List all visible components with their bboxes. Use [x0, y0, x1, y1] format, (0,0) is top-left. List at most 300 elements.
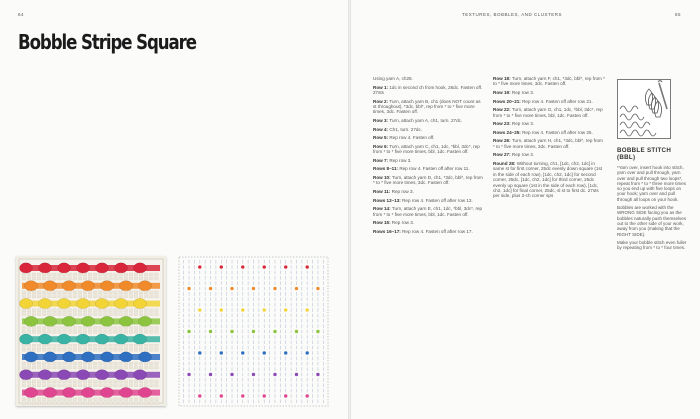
chart-bobble-symbol	[263, 265, 266, 268]
bobble	[20, 334, 33, 344]
stitch	[63, 380, 67, 383]
bobble-square-photo	[16, 256, 166, 406]
stitch	[63, 348, 67, 351]
stitch	[68, 326, 72, 329]
stitch	[78, 398, 82, 401]
stitch	[93, 326, 97, 329]
stitch	[150, 380, 154, 383]
bobble	[20, 263, 33, 273]
stitch	[42, 295, 46, 298]
stitch	[37, 402, 41, 405]
bobble	[96, 370, 109, 380]
stitch	[22, 273, 26, 276]
stitch	[83, 384, 87, 387]
stitch	[134, 366, 138, 369]
instruction-label: Row 18:	[493, 76, 512, 81]
instruction-label: Row 23:	[493, 121, 512, 127]
stitch	[119, 402, 123, 405]
stitch	[114, 362, 118, 365]
stitch	[129, 344, 133, 347]
stitch	[114, 344, 118, 347]
stitch	[104, 398, 108, 401]
stitch	[37, 344, 41, 347]
stitch	[114, 277, 118, 280]
stitch	[73, 273, 77, 276]
stitch	[68, 330, 72, 333]
stitch	[119, 273, 123, 276]
bobble	[39, 263, 52, 273]
stitch	[53, 273, 57, 276]
stitch	[58, 380, 62, 383]
stitch	[104, 348, 108, 351]
instruction-text: Without turning, ch1, [1dc, ch2, 1dc] in same st for first corner, 25dc evenly down square (1st in the side of each row), [1dc, ch2, 1dc] for second corner, 25dc, [1dc, ch2, 1dc] for third corner, 25dc evenly up square (1st in the side of each row), [1dc, ch2, 1dc] for final corner, 25dc, sl st to first dc. 27sts per side, plus 2-ch corner sps	[493, 160, 603, 199]
stitch	[129, 313, 133, 316]
chart-bobble-symbol	[273, 373, 276, 376]
chart-bobble-symbol	[252, 287, 255, 290]
stitch	[88, 273, 92, 276]
instruction-row	[493, 152, 605, 157]
stitch	[37, 313, 41, 316]
chart-bobble-symbol	[198, 351, 201, 354]
instruction-text: Turn, attach yarn D, ch1, *3dc, bbl*, rep from * to * five more times, 3dc. Fasten off.	[373, 174, 483, 186]
bobble	[77, 334, 90, 344]
chart-bobble-symbol	[295, 373, 298, 376]
stitch	[68, 362, 72, 365]
stitch	[32, 277, 36, 280]
instruction-row	[373, 166, 483, 171]
bobble	[58, 263, 71, 273]
stitch	[93, 273, 97, 276]
stitch	[114, 348, 118, 351]
stitch	[22, 326, 26, 329]
stitch	[27, 295, 31, 298]
instruction-text: Rep row 4. Fasten off after row 25.	[522, 129, 593, 135]
instruction-row	[373, 118, 483, 123]
stitch	[73, 398, 77, 401]
stitch	[27, 380, 31, 383]
stitch	[93, 313, 97, 316]
instruction-text: Rep row 3.	[391, 220, 415, 226]
stitch	[32, 291, 36, 294]
stitch	[119, 384, 123, 387]
bobble	[44, 281, 57, 291]
stitch	[88, 295, 92, 298]
stitch	[58, 398, 62, 401]
stitch	[83, 309, 87, 312]
stitch	[83, 366, 87, 369]
stitch	[119, 277, 123, 280]
stitch	[42, 362, 46, 365]
stitch	[144, 291, 148, 294]
stitch	[88, 326, 92, 329]
instruction-label: Row 7:	[373, 157, 390, 163]
stitch	[99, 291, 103, 294]
instruction-label: Rows 8–11:	[373, 166, 400, 172]
instruction-row	[373, 220, 483, 225]
stitch	[68, 366, 72, 369]
stitch	[48, 277, 52, 280]
stitch	[88, 398, 92, 401]
stitch	[155, 402, 159, 405]
stitch	[119, 291, 123, 294]
stitch	[88, 362, 92, 365]
bobble	[77, 263, 90, 273]
stitch-chart	[178, 256, 329, 407]
bobble	[44, 352, 57, 362]
stitch	[93, 309, 97, 312]
page-number-right: 65	[675, 12, 682, 17]
instruction-text: Rep row 3.	[391, 188, 414, 194]
bobble	[63, 352, 76, 362]
stitch	[109, 366, 113, 369]
stitch	[78, 366, 82, 369]
stitch	[48, 273, 52, 276]
instruction-text: Rep row 3.	[511, 90, 535, 95]
chart-bobble-symbol	[306, 308, 309, 311]
stitch	[114, 309, 118, 312]
bobble	[20, 370, 33, 380]
stitch	[150, 330, 154, 333]
stitch	[99, 330, 103, 333]
stitch	[144, 273, 148, 276]
stitch	[109, 309, 113, 312]
stitch	[32, 344, 36, 347]
stitch	[58, 344, 62, 347]
stitch	[129, 366, 133, 369]
stitch	[53, 295, 57, 298]
stitch	[22, 277, 26, 280]
stitch	[48, 344, 52, 347]
stitch	[144, 398, 148, 401]
stitch	[42, 398, 46, 401]
instruction-label: Row 6:	[373, 143, 390, 149]
stitch	[88, 380, 92, 383]
stitch	[27, 362, 31, 365]
stitch-paragraph: *Yarn over, insert hook into stitch, yarn over and pull through, yarn over and pull through two loops*, repeat from * to * three more times so you end up with five loops on your hook; yarn over and pull through all loops on your hook.	[617, 165, 687, 202]
stitch	[104, 366, 108, 369]
stitch	[27, 384, 31, 387]
stitch	[53, 398, 57, 401]
instruction-row	[373, 135, 483, 140]
bobble	[77, 370, 90, 380]
stitch	[37, 295, 41, 298]
stitch	[68, 291, 72, 294]
stitch	[53, 313, 57, 316]
instruction-row	[493, 90, 605, 95]
stitch	[93, 384, 97, 387]
instruction-row	[493, 76, 605, 87]
instructions-column-1	[373, 76, 483, 237]
stitch	[93, 277, 97, 280]
stitch	[32, 309, 36, 312]
stitch	[78, 291, 82, 294]
stitch	[73, 344, 77, 347]
stitch	[78, 295, 82, 298]
stitch	[129, 326, 133, 329]
stitch	[144, 313, 148, 316]
stitch	[73, 384, 77, 387]
chart-bobble-symbol	[220, 265, 223, 268]
stitch	[109, 380, 113, 383]
stitch	[32, 366, 36, 369]
stitch	[78, 362, 82, 365]
stitch	[63, 398, 67, 401]
stitch	[78, 348, 82, 351]
stitch	[114, 366, 118, 369]
bobble	[115, 263, 128, 273]
chart-bobble-symbol	[252, 373, 255, 376]
bobble	[120, 316, 133, 326]
stitch	[58, 295, 62, 298]
stitch	[58, 309, 62, 312]
stitch	[114, 402, 118, 405]
stitch	[83, 380, 87, 383]
stitch	[22, 344, 26, 347]
stitch	[155, 344, 159, 347]
chart-bobble-symbol	[241, 394, 244, 397]
bobble	[25, 281, 38, 291]
stitch	[48, 326, 52, 329]
bobble	[39, 298, 52, 308]
chart-bobble-symbol	[209, 287, 212, 290]
stitch	[58, 313, 62, 316]
chart-bobble-symbol	[284, 308, 287, 311]
stitch	[119, 362, 123, 365]
instruction-label: Rows 12–13:	[373, 197, 403, 203]
chart-bobble-symbol	[284, 265, 287, 268]
stitch	[53, 362, 57, 365]
stitch	[32, 273, 36, 276]
stitch	[63, 326, 67, 329]
stitch	[144, 277, 148, 280]
stitch	[104, 295, 108, 298]
stitch	[124, 384, 128, 387]
stitch	[73, 291, 77, 294]
stitch	[22, 295, 26, 298]
stitch	[109, 398, 113, 401]
stitch	[83, 326, 87, 329]
stitch	[99, 326, 103, 329]
stitch	[109, 348, 113, 351]
instruction-text: Turn, attach yarn H, ch1, *3dc, bbl*, rep from * to * five more times, 3dc. Fasten off.	[493, 138, 603, 149]
stitch	[32, 402, 36, 405]
stitch	[99, 344, 103, 347]
stitch	[22, 384, 26, 387]
stitch-paragraph: Bobbles are worked with the WRONG SIDE facing you as the bobbles naturally push themselves out to the other side of your work, away from you (making that the RIGHT SIDE).	[617, 205, 687, 237]
bobble	[82, 352, 95, 362]
stitch	[42, 344, 46, 347]
stitch	[42, 291, 46, 294]
stitch	[139, 277, 143, 280]
stitch	[99, 273, 103, 276]
stitch	[134, 384, 138, 387]
stitch	[109, 277, 113, 280]
bobble	[101, 281, 114, 291]
stitch	[139, 362, 143, 365]
stitch	[68, 295, 72, 298]
stitch	[150, 326, 154, 329]
stitch	[58, 326, 62, 329]
stitch	[88, 348, 92, 351]
chart-bobble-symbol	[209, 373, 212, 376]
stitch	[78, 273, 82, 276]
stitch	[63, 362, 67, 365]
bobble	[139, 316, 152, 326]
instruction-row	[493, 121, 605, 126]
instruction-text: Rep row 3.	[511, 121, 535, 127]
stitch	[78, 309, 82, 312]
chart-bobble-symbol	[284, 351, 287, 354]
running-head: TEXTURES, BOBBLES, AND CLUSTERS	[462, 12, 563, 17]
stitch	[104, 291, 108, 294]
stitch	[78, 277, 82, 280]
instruction-text: Turn, attach yarn C, ch1, 1dc, *bbl, 3dc*, rep from * to * five more times, bbl, 1dc. Fasten off.	[373, 143, 480, 155]
stitch	[37, 398, 41, 401]
instruction-row	[373, 189, 483, 194]
stitch	[58, 402, 62, 405]
stitch	[139, 330, 143, 333]
bobble	[96, 298, 109, 308]
stitch	[109, 402, 113, 405]
stitch	[129, 295, 133, 298]
stitch	[155, 398, 159, 401]
stitch-description	[617, 165, 687, 253]
stitch	[37, 326, 41, 329]
stitch	[129, 273, 133, 276]
stitch	[99, 380, 103, 383]
stitch	[63, 366, 67, 369]
stitch	[68, 402, 72, 405]
stitch	[83, 402, 87, 405]
chart-bobble-symbol	[241, 265, 244, 268]
stitch	[150, 366, 154, 369]
instruction-row	[373, 158, 483, 163]
stitch	[99, 348, 103, 351]
stitch	[155, 384, 159, 387]
stitch	[78, 344, 82, 347]
stitch	[68, 348, 72, 351]
bobble	[101, 352, 114, 362]
stitch	[93, 291, 97, 294]
stitch	[58, 277, 62, 280]
bobble	[39, 370, 52, 380]
stitch	[104, 313, 108, 316]
stitch	[48, 291, 52, 294]
stitch	[134, 348, 138, 351]
stitch	[144, 309, 148, 312]
instruction-text: Rep row 4. Fasten off after row 17.	[402, 228, 473, 234]
bobble	[115, 298, 128, 308]
stitch	[104, 380, 108, 383]
stitch	[68, 380, 72, 383]
stitch	[48, 309, 52, 312]
stitch	[88, 402, 92, 405]
bobble	[82, 316, 95, 326]
bobble	[134, 298, 147, 308]
stitch	[48, 330, 52, 333]
stitch	[139, 348, 143, 351]
stitch	[93, 380, 97, 383]
stitch	[144, 384, 148, 387]
stitch	[78, 384, 82, 387]
stitch	[114, 330, 118, 333]
stitch	[68, 313, 72, 316]
stitch	[88, 384, 92, 387]
stitch	[42, 380, 46, 383]
stitch	[42, 309, 46, 312]
bobble	[63, 281, 76, 291]
stitch	[68, 344, 72, 347]
stitch	[22, 330, 26, 333]
stitch	[78, 380, 82, 383]
instruction-row	[373, 206, 483, 217]
instruction-text: Rep row 4. Fasten off after row 21.	[522, 98, 593, 104]
stitch	[119, 295, 123, 298]
stitch	[109, 291, 113, 294]
stitch	[88, 366, 92, 369]
stitch	[83, 313, 87, 316]
stitch	[83, 295, 87, 298]
stitch-heading: BOBBLE STITCH (BBL)	[617, 147, 672, 161]
stitch	[119, 313, 123, 316]
instruction-label: Row 15:	[373, 220, 392, 226]
stitch	[144, 348, 148, 351]
stitch	[93, 330, 97, 333]
stitch	[134, 273, 138, 276]
stitch	[124, 309, 128, 312]
stitch	[53, 309, 57, 312]
stitch	[114, 273, 118, 276]
stitch	[37, 330, 41, 333]
stitch	[37, 273, 41, 276]
instruction-label: Row 22:	[493, 107, 512, 113]
stitch	[124, 273, 128, 276]
stitch	[104, 402, 108, 405]
stitch	[83, 273, 87, 276]
stitch	[73, 362, 77, 365]
instruction-text: Ch1, turn. 27dc.	[389, 126, 423, 132]
stitch	[134, 380, 138, 383]
chart-bobble-symbol	[316, 373, 319, 376]
stitch	[109, 344, 113, 347]
stitch	[63, 295, 67, 298]
stitch	[99, 277, 103, 280]
stitch	[144, 380, 148, 383]
stitch	[32, 348, 36, 351]
stitch	[134, 402, 138, 405]
stitch	[99, 366, 103, 369]
stitch	[124, 291, 128, 294]
chart-bobble-symbol	[187, 373, 190, 376]
instruction-text: Turn, attach yarn G, ch1, 1dc, *bbl, 3dc*, rep from * to * five more times, bbl, 1dc. Fasten off.	[493, 107, 603, 118]
stitch	[73, 295, 77, 298]
stitch	[53, 402, 57, 405]
stitch	[114, 326, 118, 329]
stitch	[22, 291, 26, 294]
bobble	[134, 334, 147, 344]
chart-bobble-symbol	[230, 330, 233, 333]
stitch	[124, 277, 128, 280]
stitch	[144, 362, 148, 365]
stitch	[73, 380, 77, 383]
chart-bobble-symbol	[230, 287, 233, 290]
instruction-text: Using yarn A, ch28.	[373, 76, 413, 81]
stitch	[99, 402, 103, 405]
chart-bobble-symbol	[198, 394, 201, 397]
stitch	[27, 313, 31, 316]
stitch	[42, 273, 46, 276]
stitch	[129, 309, 133, 312]
